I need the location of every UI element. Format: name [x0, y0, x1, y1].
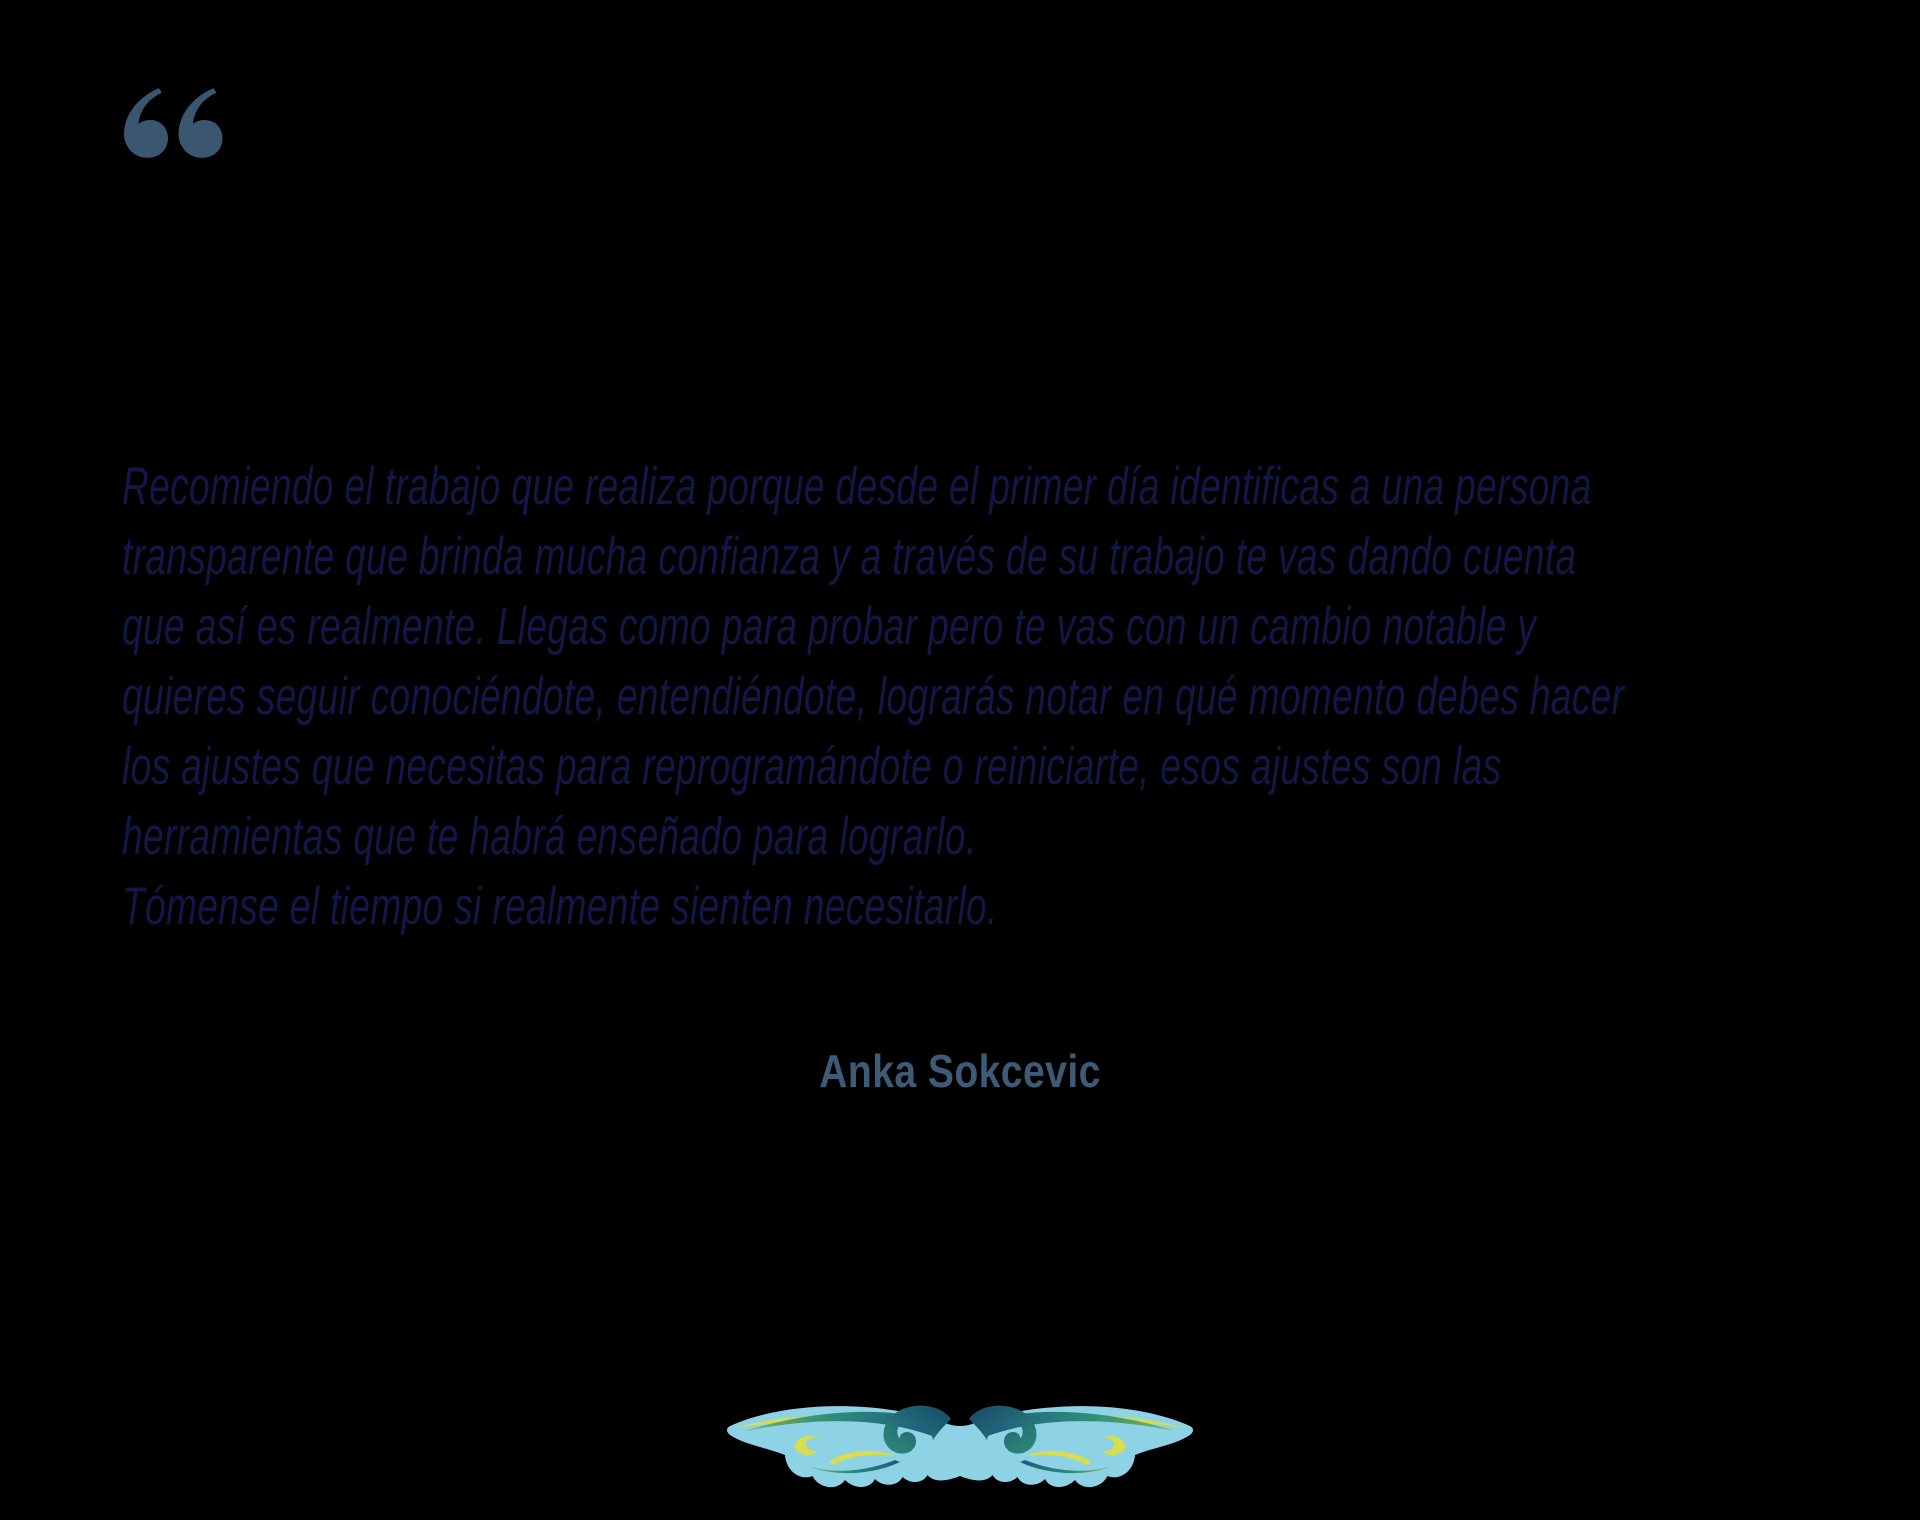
author-name: Anka Sokcevic: [819, 1045, 1101, 1097]
quote-line: herramientas que te habrá enseñado para lograrlo.: [122, 807, 977, 866]
quote-line: quieres seguir conociéndote, entendiéndote, lograrás notar en qué momento debes hacer: [122, 667, 1625, 726]
quote-line: Recomiendo el trabajo que realiza porque desde el primer día identificas a una persona: [122, 457, 1592, 516]
quote-line: que así es realmente. Llegas como para probar pero te vas con un cambio notable y: [122, 597, 1537, 656]
testimonial-quote: [122, 452, 1822, 942]
open-double-quote-icon: [118, 74, 224, 172]
quote-line: Tómense el tiempo si realmente sienten necesitarlo.: [122, 877, 998, 936]
wing-flourish-ornament: [725, 1390, 1195, 1502]
quote-line: los ajustes que necesitas para reprogramándote o reiniciarte, esos ajustes son las: [122, 737, 1502, 796]
quote-line: transparente que brinda mucha confianza y a través de su trabajo te vas dando cuenta: [122, 527, 1577, 586]
